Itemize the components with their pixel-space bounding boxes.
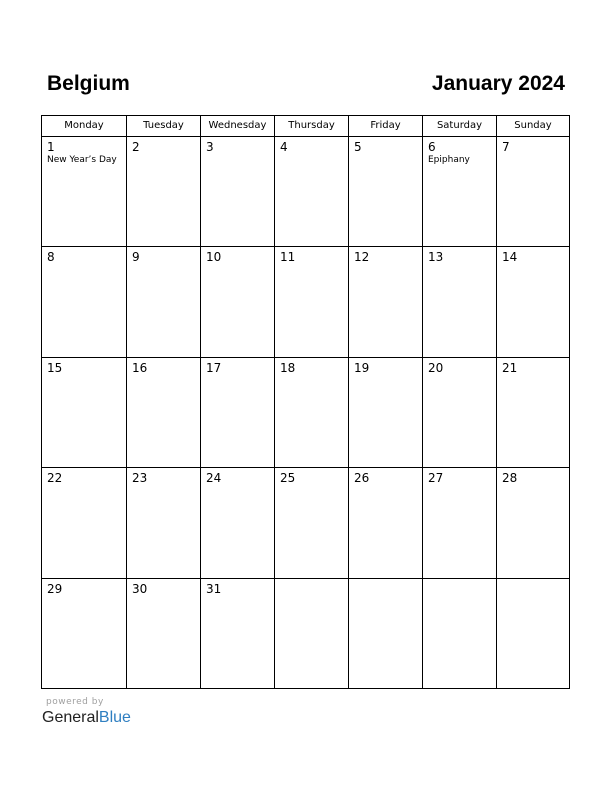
day-cell — [497, 468, 570, 578]
day-cell — [127, 579, 201, 689]
day-cell — [201, 247, 275, 357]
day-number: 7 — [502, 140, 510, 154]
day-cell — [497, 358, 570, 468]
day-number: 2 — [132, 140, 140, 154]
day-cell — [42, 137, 127, 247]
day-cell — [201, 468, 275, 578]
day-cell — [497, 579, 570, 689]
day-number: 24 — [206, 471, 222, 486]
day-number: 3 — [206, 140, 214, 154]
day-number: 5 — [354, 140, 362, 154]
brand-general-text: General — [42, 709, 99, 726]
day-number: 16 — [132, 360, 148, 375]
day-number: 22 — [47, 471, 63, 486]
day-number: 1 — [47, 140, 55, 154]
day-cell — [42, 247, 127, 357]
brand-blue-text: Blue — [98, 709, 131, 726]
day-number: 17 — [206, 360, 222, 375]
day-number: 15 — [47, 360, 63, 375]
day-cell — [349, 247, 423, 357]
day-number: 31 — [206, 581, 222, 596]
day-cell — [42, 579, 127, 689]
day-cell — [275, 468, 349, 578]
weekday-header-tuesday: Tuesday — [127, 116, 201, 137]
day-cell — [275, 137, 349, 247]
day-number: 29 — [47, 581, 63, 596]
weeks-grid — [42, 137, 570, 689]
day-number: 10 — [206, 250, 222, 265]
weekday-header-thursday: Thursday — [275, 116, 349, 137]
weekday-header-monday: Monday — [42, 116, 127, 137]
day-number: 11 — [280, 250, 296, 265]
day-number: 25 — [280, 471, 296, 486]
weekday-header-wednesday: Wednesday — [201, 116, 275, 137]
holiday-label: New Year’s Day — [47, 155, 117, 165]
day-number: 20 — [428, 360, 444, 375]
day-number: 26 — [354, 471, 370, 486]
footer-branding — [42, 696, 131, 728]
day-number: 18 — [280, 360, 296, 375]
day-number: 14 — [502, 250, 518, 265]
day-number: 23 — [132, 471, 148, 486]
day-cell — [349, 137, 423, 247]
weekday-header-friday: Friday — [349, 116, 423, 137]
powered-by-text: powered by — [46, 697, 104, 707]
day-cell — [423, 468, 497, 578]
day-number: 30 — [132, 581, 148, 596]
day-number: 12 — [354, 250, 370, 265]
day-number: 27 — [428, 471, 444, 486]
page-title-country: Belgium — [47, 72, 130, 95]
day-cell — [423, 358, 497, 468]
day-number: 19 — [354, 360, 370, 375]
weekday-header-sunday: Sunday — [497, 116, 570, 137]
day-number: 9 — [132, 250, 140, 265]
day-cell — [423, 137, 497, 247]
day-cell — [423, 579, 497, 689]
day-number: 28 — [502, 471, 518, 486]
day-number: 13 — [428, 250, 444, 265]
day-number: 6 — [428, 140, 436, 154]
day-cell — [42, 358, 127, 468]
page-title-month: January 2024 — [431, 72, 565, 95]
day-cell — [127, 358, 201, 468]
day-cell — [201, 137, 275, 247]
day-number: 21 — [502, 360, 518, 375]
weekday-header-row — [42, 116, 570, 137]
day-cell — [275, 579, 349, 689]
day-cell — [497, 247, 570, 357]
holiday-label: Epiphany — [428, 155, 470, 165]
day-cell — [201, 358, 275, 468]
calendar-grid — [41, 115, 570, 689]
day-cell — [127, 137, 201, 247]
day-cell — [423, 247, 497, 357]
day-cell — [349, 579, 423, 689]
day-cell — [275, 247, 349, 357]
generalblue-logo[interactable] — [42, 708, 131, 728]
day-number: 4 — [280, 140, 288, 154]
day-cell — [201, 579, 275, 689]
day-number: 8 — [47, 250, 55, 265]
weekday-header-saturday: Saturday — [423, 116, 497, 137]
day-cell — [349, 468, 423, 578]
day-cell — [497, 137, 570, 247]
day-cell — [127, 247, 201, 357]
day-cell — [42, 468, 127, 578]
day-cell — [275, 358, 349, 468]
day-cell — [127, 468, 201, 578]
day-cell — [349, 358, 423, 468]
